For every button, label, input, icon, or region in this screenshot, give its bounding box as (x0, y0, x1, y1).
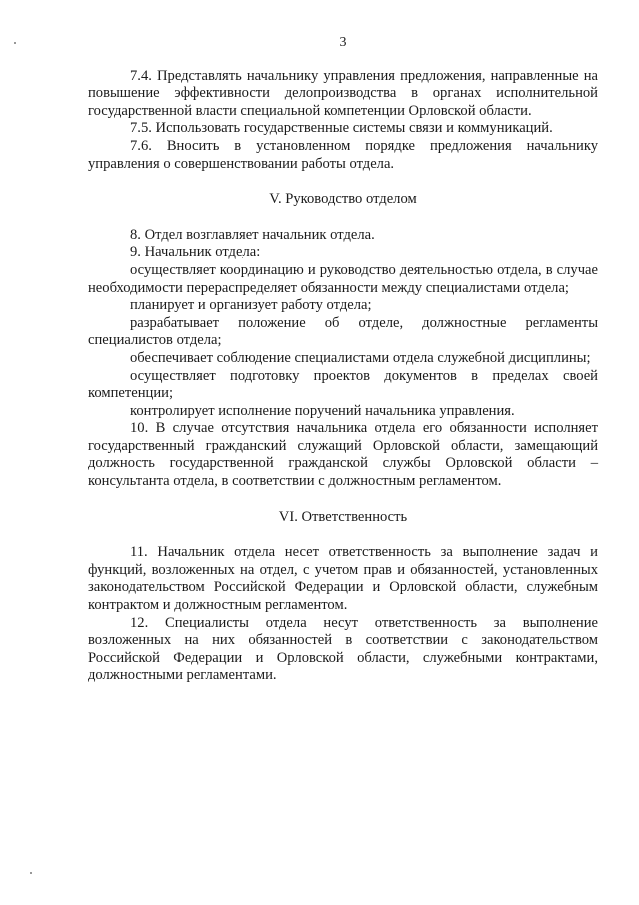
duty-control: контролирует исполнение поручений начальника управления. (130, 402, 515, 419)
page-number: 3 (339, 35, 347, 50)
scan-speck (14, 42, 16, 44)
section-responsibility (88, 544, 598, 685)
section-heading-responsibility: VI. Ответственность (278, 508, 408, 525)
section-management (88, 227, 598, 491)
scan-speck (30, 872, 32, 874)
paragraph-10: 10. В случае отсутствия начальника отдела его обязанности исполняет государственный гражданский служащий Орловской области, замещающий должность государственной гражданской службы Орловской области – консультанта отдела, в соответствии с должностным регламентом. (88, 420, 598, 490)
duty-documents: осуществляет подготовку проектов документов в пределах своей компетенции; (88, 367, 598, 402)
paragraph-7-4: 7.4. Представлять начальнику управления предложения, направленные на повышение эффективности делопроизводства в органах исполнительной государственной власти специальной компетенции Орловской области. (88, 67, 598, 119)
paragraph-8: 8. Отдел возглавляет начальник отдела. (130, 226, 375, 243)
section-heading-management: V. Руководство отделом (269, 191, 417, 208)
paragraph-7-6: 7.6. Вносить в установленном порядке предложения начальнику управления о совершенствовании работы отдела. (88, 137, 598, 172)
document-page (88, 34, 598, 685)
duty-planning: планирует и организует работу отдела; (130, 297, 372, 314)
duty-discipline: обеспечивает соблюдение специалистами отдела служебной дисциплины; (130, 349, 591, 366)
paragraph-12: 12. Специалисты отдела несут ответственность за выполнение возложенных на них обязанностей в соответствии с законодательством Российской Федерации и Орловской области, служебными контрактами, должностными регламентами. (88, 614, 598, 684)
paragraph-9: 9. Начальник отдела: (130, 244, 261, 261)
section-rights (88, 68, 598, 174)
paragraph-7-5: 7.5. Использовать государственные системы связи и коммуникаций. (130, 120, 553, 137)
duty-regulations: разрабатывает положение об отделе, должностные регламенты специалистов отдела; (88, 314, 598, 349)
paragraph-11: 11. Начальник отдела несет ответственность за выполнение задач и функций, возложенных на отдел, с учетом прав и обязанностей, установленных законодательством Российской Федерации и Орловской области, служебным контрактом и должностным регламентом. (88, 544, 598, 614)
duty-coordination: осуществляет координацию и руководство деятельностью отдела, в случае необходимости перераспределяет обязанности между специалистами отдела; (88, 261, 598, 296)
